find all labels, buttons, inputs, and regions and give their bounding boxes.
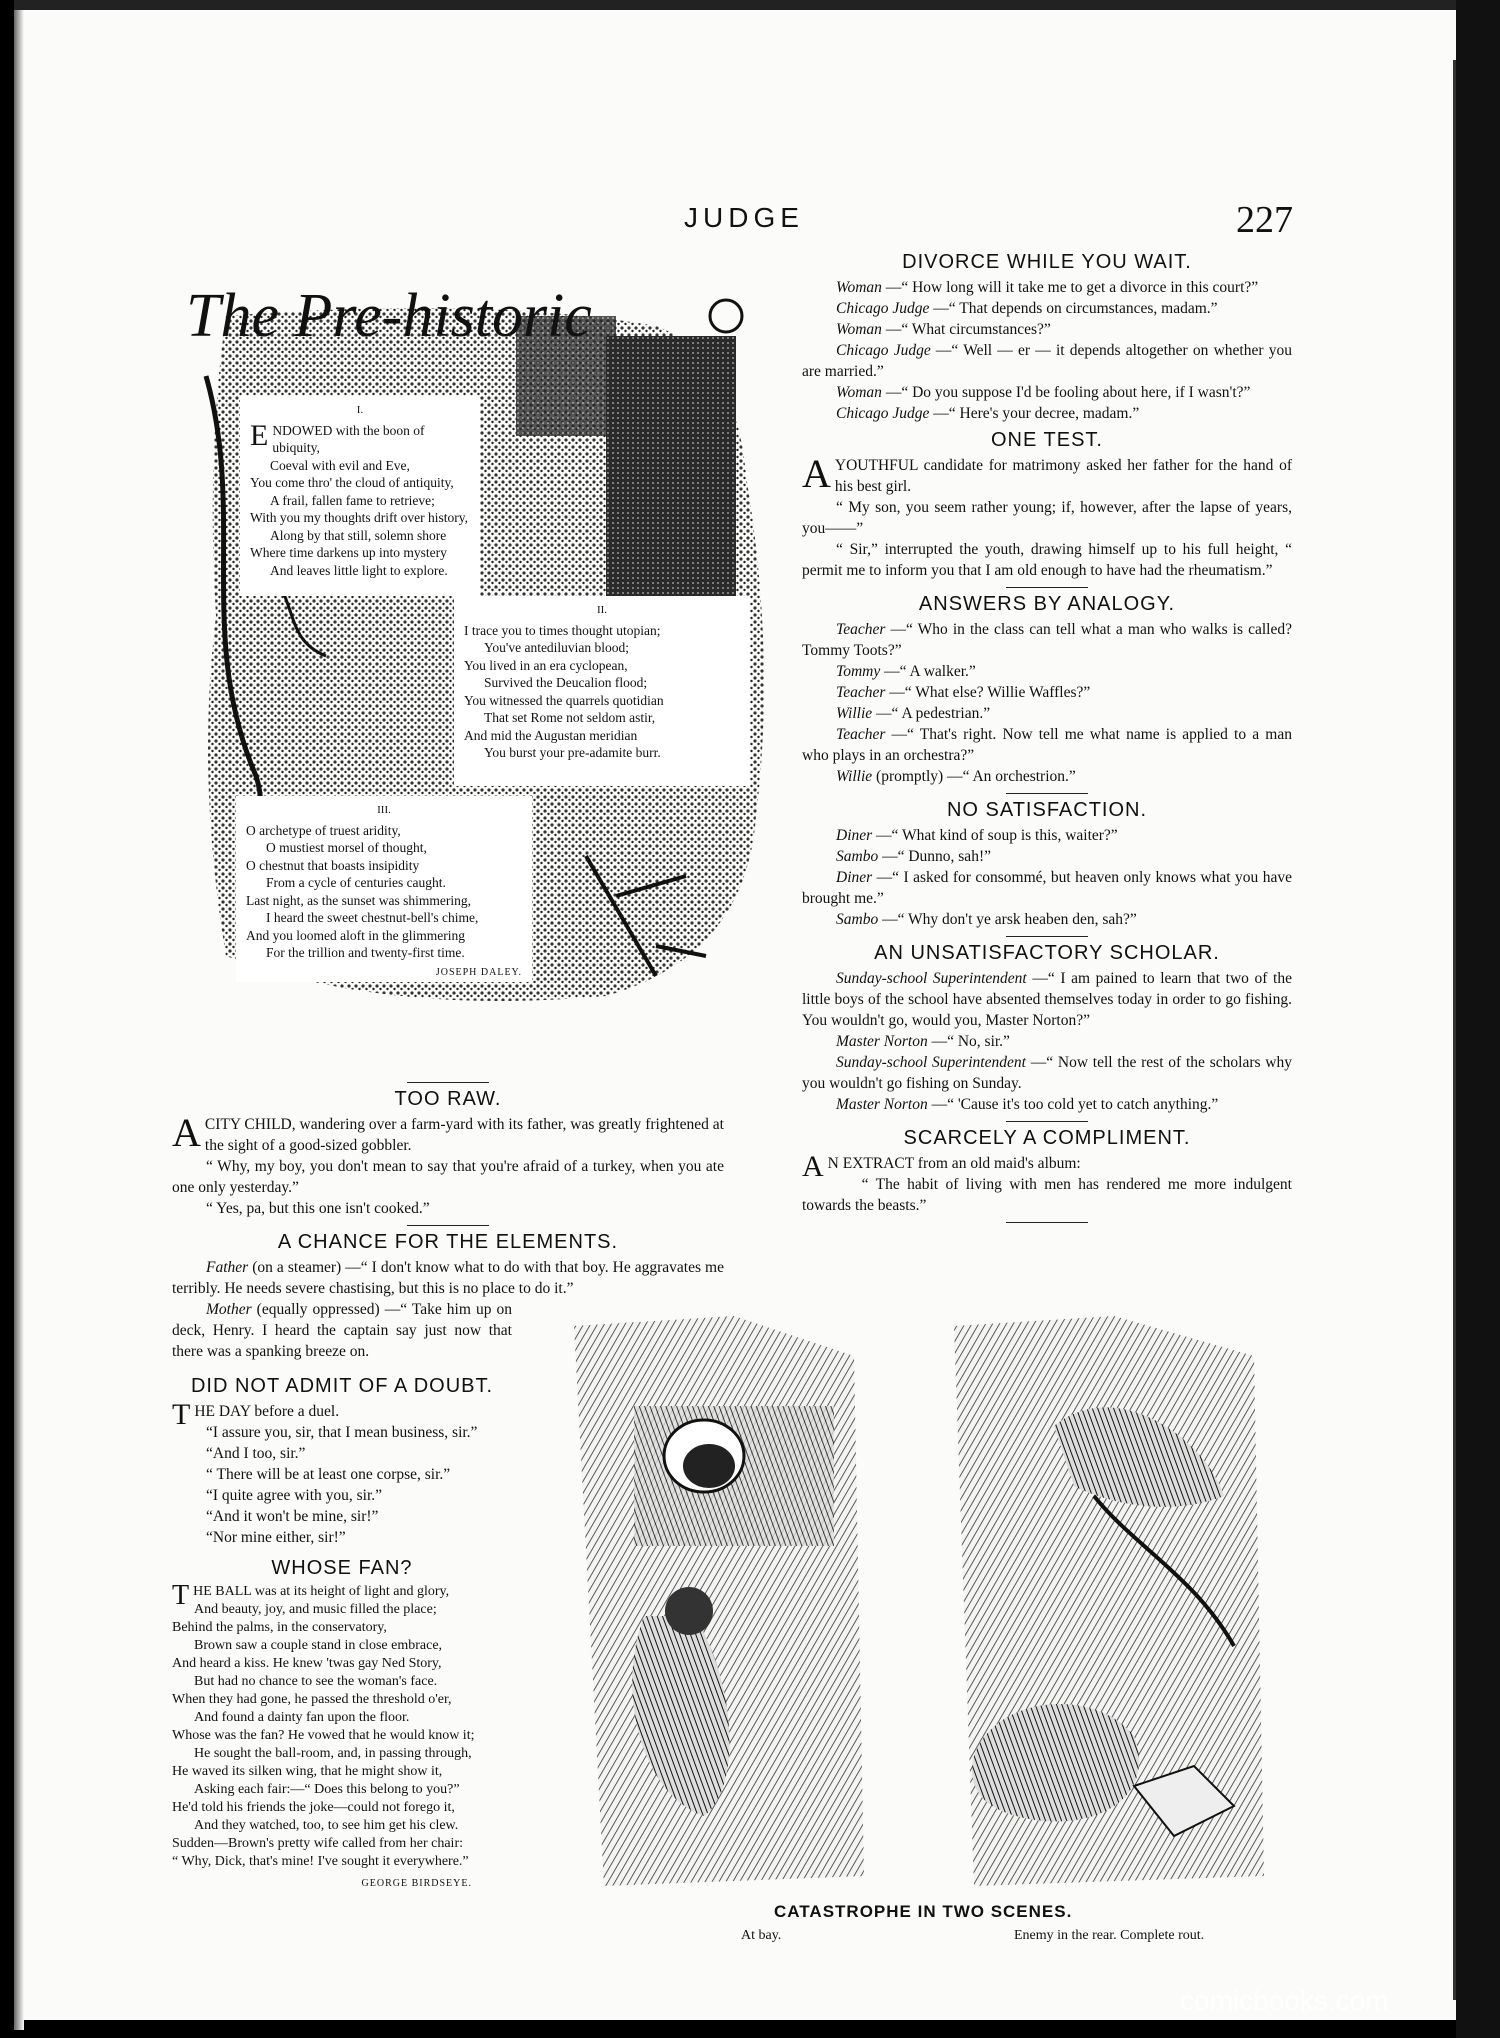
text: And beauty, joy, and music filled the place; bbox=[194, 1602, 437, 1617]
text: —“ Here's your decree, madam.” bbox=[929, 405, 1140, 422]
page-right-border bbox=[1453, 60, 1456, 2000]
verse-line: Survived the Deucalion flood; bbox=[484, 675, 648, 690]
heading-one-test: ONE TEST. bbox=[991, 429, 1103, 451]
speaker: Father bbox=[206, 1259, 249, 1276]
dialogue-line bbox=[802, 825, 1292, 846]
verse-line: Last night, as the sunset was shimmering, bbox=[246, 892, 471, 908]
speaker: Chicago Judge bbox=[836, 342, 931, 359]
paragraph bbox=[802, 1150, 1292, 1183]
speaker: Sunday-school Superintendent bbox=[836, 1054, 1026, 1071]
magazine-page bbox=[14, 6, 1496, 2020]
poem-stanza-2 bbox=[454, 596, 750, 786]
stanza-number: II. bbox=[596, 604, 608, 616]
paragraph: “ Sir,” interrupted the youth, drawing himself up to his full height, “ permit me to inform you that I am old enough to have had the rheumatism.” bbox=[802, 541, 1292, 579]
verse-line bbox=[172, 1745, 512, 1763]
verse-line: Coeval with evil and Eve, bbox=[270, 457, 410, 473]
dialogue-line: “Nor mine either, sir!” bbox=[206, 1529, 346, 1546]
text: —“ Do you suppose I'd be fooling about here, if I wasn't?” bbox=[881, 384, 1251, 401]
text: —“ A pedestrian.” bbox=[872, 705, 991, 722]
verse-line: O mustiest morsel of thought, bbox=[266, 840, 427, 855]
verse-line bbox=[172, 1601, 512, 1619]
analogy-dialogue bbox=[802, 619, 1292, 787]
text: And heard a kiss. He knew 'twas gay Ned Story, bbox=[172, 1656, 442, 1671]
dialogue-line bbox=[802, 682, 1292, 703]
paragraph bbox=[172, 1398, 512, 1431]
text: CITY CHILD, wandering over a farm-yard with its father, was greatly frightened at the sight of a good-sized gobbler. bbox=[204, 1116, 724, 1154]
speaker: Woman bbox=[836, 384, 882, 401]
dialogue-line bbox=[802, 1031, 1292, 1052]
paragraph bbox=[172, 1257, 724, 1299]
divider bbox=[407, 1082, 489, 1083]
text: —“ A walker.” bbox=[880, 663, 976, 680]
text: YOUTHFUL candidate for matrimony asked her father for the hand of his best girl. bbox=[834, 457, 1292, 495]
dialogue-line bbox=[802, 766, 1292, 787]
speaker: Woman bbox=[836, 279, 882, 296]
heading-chance: A CHANCE FOR THE ELEMENTS. bbox=[277, 1231, 619, 1253]
verse-line: O archetype of truest aridity, bbox=[246, 822, 401, 838]
masthead: JUDGE bbox=[684, 202, 804, 233]
speaker: Chicago Judge bbox=[836, 405, 930, 422]
speaker: Woman bbox=[836, 321, 882, 338]
speaker: Master Norton bbox=[836, 1033, 928, 1050]
text: —“ Dunno, sah!” bbox=[878, 848, 991, 865]
dialogue-line bbox=[802, 382, 1292, 403]
text: —“ Who in the class can tell what a man who walks is called? Tommy Toots?” bbox=[802, 621, 1292, 659]
page-top-edge bbox=[14, 0, 1500, 10]
text: He waved its silken wing, that he might show it, bbox=[172, 1764, 443, 1779]
dialogue-line bbox=[802, 298, 1292, 319]
verse-line bbox=[172, 1655, 512, 1673]
text: (equally oppressed) —“ Take him up on deck, Henry. I heard the captain say just now that there was a spanking breeze on. bbox=[172, 1301, 512, 1360]
text: He'd told his friends the joke—could not forego it, bbox=[172, 1800, 455, 1815]
paragraph: “ My son, you seem rather young; if, however, after the lapse of years, you——” bbox=[802, 499, 1292, 537]
paragraph bbox=[802, 451, 1292, 497]
speaker: Teacher bbox=[836, 726, 886, 743]
dialogue-line: “I assure you, sir, that I mean business, sir.” bbox=[206, 1424, 478, 1441]
dialogue-line bbox=[802, 661, 1292, 682]
verse-line: And leaves little light to explore. bbox=[270, 562, 448, 578]
speaker: Willie bbox=[836, 768, 873, 785]
speaker: Mother bbox=[206, 1301, 252, 1318]
heading-compliment: SCARCELY A COMPLIMENT. bbox=[903, 1127, 1191, 1149]
dialogue-line bbox=[802, 319, 1292, 340]
verse-line: A frail, fallen fame to retrieve; bbox=[270, 492, 435, 508]
poem-illustration bbox=[186, 256, 776, 1026]
dialogue-line bbox=[802, 619, 1292, 661]
verse-line: And mid the Augustan meridian bbox=[464, 727, 638, 743]
verse-line: Along by that still, solemn shore bbox=[270, 527, 447, 543]
scene-at-bay bbox=[574, 1316, 864, 1886]
verse-line bbox=[172, 1817, 512, 1835]
paragraph: “ The habit of living with men has rendered me more indulgent towards the beasts.” bbox=[802, 1176, 1292, 1214]
verse-line bbox=[172, 1709, 512, 1727]
verse-line: I heard the sweet chestnut-bell's chime, bbox=[266, 910, 479, 925]
heading-too-raw: TOO RAW. bbox=[394, 1088, 502, 1110]
speaker: Sambo bbox=[836, 911, 879, 928]
text: —“ I asked for consommé, but heaven only knows what you have brought me.” bbox=[802, 869, 1292, 907]
speaker: Sambo bbox=[836, 848, 879, 865]
dialogue-line bbox=[802, 867, 1292, 909]
speaker: Teacher bbox=[836, 621, 886, 638]
satisfaction-dialogue bbox=[802, 825, 1292, 930]
text: (promptly) —“ An orchestrion.” bbox=[872, 768, 1076, 785]
speaker: Diner bbox=[836, 827, 873, 844]
verse-line: And you loomed aloft in the glimmering bbox=[246, 927, 465, 943]
text: HE DAY before a duel. bbox=[194, 1403, 340, 1420]
speaker: Sunday-school Superintendent bbox=[836, 970, 1027, 987]
verse-line: From a cycle of centuries caught. bbox=[266, 875, 446, 890]
verse-line: O chestnut that boasts insipidity bbox=[246, 857, 420, 873]
poem-signature: JOSEPH DALEY. bbox=[435, 966, 522, 978]
poem-stanza-1 bbox=[240, 396, 480, 596]
page-right-edge bbox=[1456, 0, 1500, 2038]
dropcap: A bbox=[802, 1150, 824, 1183]
text: (on a steamer) —“ I don't know what to do with that boy. He aggravates me terribly. He needs severe chastising, but this is no place to do it.” bbox=[172, 1259, 724, 1297]
dialogue-line bbox=[802, 909, 1292, 930]
verse-line bbox=[172, 1799, 512, 1817]
page-number: 227 bbox=[1236, 199, 1293, 241]
text: Sudden—Brown's pretty wife called from her chair: bbox=[172, 1836, 463, 1851]
text: Asking each fair:—“ Does this belong to you?” bbox=[194, 1782, 460, 1797]
fan-signature: GEORGE BIRDSEYE. bbox=[361, 1878, 472, 1889]
verse-line: You've antediluvian blood; bbox=[484, 640, 630, 655]
dialogue-line: “I quite agree with you, sir.” bbox=[206, 1487, 383, 1504]
dropcap: A bbox=[802, 451, 831, 496]
speaker: Master Norton bbox=[836, 1096, 928, 1113]
scholar-dialogue bbox=[802, 968, 1292, 1115]
text: And found a dainty fan upon the floor. bbox=[194, 1710, 410, 1725]
verse-line: I trace you to times thought utopian; bbox=[464, 622, 661, 638]
dialogue-line bbox=[802, 703, 1292, 724]
right-column bbox=[802, 246, 1292, 1229]
speaker: Diner bbox=[836, 869, 873, 886]
fan-poem bbox=[172, 1580, 512, 1871]
dialogue-line bbox=[802, 1052, 1292, 1094]
speaker: Tommy bbox=[836, 663, 881, 680]
scene-complete-rout bbox=[954, 1316, 1264, 1886]
ornament-title: The Pre-historic bbox=[186, 282, 592, 350]
divider bbox=[1006, 1222, 1088, 1223]
verse-line: Where time darkens up into mystery bbox=[250, 545, 447, 560]
verse-line bbox=[172, 1619, 512, 1637]
text: —“ Now tell the rest of the scholars why you wouldn't go fishing on Sunday. bbox=[802, 1054, 1292, 1092]
text: HE BALL was at its height of light and glory, bbox=[193, 1584, 450, 1599]
text: —“ Why don't ye arsk heaben den, sah?” bbox=[878, 911, 1137, 928]
cartoon-left-subcaption: At bay. bbox=[741, 1928, 782, 1943]
text: —“ I am pained to learn that two of the little boys of the school have absented themselves today in order to go fishing. You wouldn't go, would you, Master Norton?” bbox=[802, 970, 1292, 1029]
text: Brown saw a couple stand in close embrace, bbox=[194, 1638, 443, 1653]
verse-line bbox=[172, 1673, 512, 1691]
speaker: Teacher bbox=[836, 684, 886, 701]
dialogue-line bbox=[802, 340, 1292, 382]
heading-satisfaction: NO SATISFACTION. bbox=[946, 799, 1148, 821]
text: When they had gone, he passed the threshold o'er, bbox=[172, 1692, 452, 1707]
heading-fan: WHOSE FAN? bbox=[271, 1557, 413, 1579]
dialogue-line: “And it won't be mine, sir!” bbox=[206, 1508, 379, 1525]
dialogue-line bbox=[802, 277, 1292, 298]
verse-line: For the trillion and twenty-first time. bbox=[266, 945, 465, 960]
heading-doubt: DID NOT ADMIT OF A DOUBT. bbox=[190, 1375, 494, 1397]
divider bbox=[1006, 793, 1088, 794]
text: —“ That's right. Now tell me what name is applied to a man who plays in an orchestra?” bbox=[802, 726, 1292, 764]
text: —“ 'Cause it's too cold yet to catch anything.” bbox=[927, 1096, 1219, 1113]
verse-line: You witnessed the quarrels quotidian bbox=[464, 692, 664, 708]
paragraph: “ Yes, pa, but this one isn't cooked.” bbox=[206, 1200, 430, 1217]
text: He sought the ball-room, and, in passing through, bbox=[194, 1746, 472, 1761]
verse-line: NDOWED with the boon of ubiquity, bbox=[272, 422, 425, 455]
heading-scholar: AN UNSATISFACTORY SCHOLAR. bbox=[874, 942, 1220, 964]
text: “ Why, Dick, that's mine! I've sought it everywhere.” bbox=[172, 1854, 469, 1869]
text: And they watched, too, to see him get his clew. bbox=[194, 1818, 459, 1833]
text: —“ No, sir.” bbox=[927, 1033, 1010, 1050]
dropcap: T bbox=[172, 1580, 190, 1611]
cartoon-illustration bbox=[574, 1316, 1274, 1896]
stanza-number: III. bbox=[377, 804, 391, 816]
verse-line bbox=[172, 1763, 512, 1781]
heading-analogy: ANSWERS BY ANALOGY. bbox=[918, 593, 1176, 615]
dialogue-line bbox=[802, 403, 1292, 424]
divider bbox=[1006, 587, 1088, 588]
text: N EXTRACT from an old maid's album: bbox=[827, 1155, 1081, 1172]
paragraph: “ Why, my boy, you don't mean to say that you're afraid of a turkey, when you ate one only yesterday.” bbox=[172, 1158, 724, 1196]
divider bbox=[407, 1225, 489, 1226]
speaker: Chicago Judge bbox=[836, 300, 930, 317]
divorce-dialogue bbox=[802, 277, 1292, 424]
dropcap: T bbox=[172, 1398, 191, 1431]
stanza-number: I. bbox=[356, 404, 364, 416]
verse-line bbox=[172, 1853, 512, 1871]
cartoon-caption: CATASTROPHE IN TWO SCENES. bbox=[774, 1902, 1073, 1921]
verse-line bbox=[172, 1781, 512, 1799]
dialogue bbox=[172, 1422, 512, 1548]
dialogue-line bbox=[802, 846, 1292, 867]
dropcap: A bbox=[172, 1110, 201, 1155]
speaker: Willie bbox=[836, 705, 873, 722]
verse-line: You burst your pre-adamite burr. bbox=[484, 745, 661, 760]
dialogue-line bbox=[802, 724, 1292, 766]
text: —“ Well — er — it depends altogether on whether you are married.” bbox=[802, 342, 1292, 380]
watermark: comicbooks.com bbox=[1180, 1985, 1389, 2016]
dialogue-line bbox=[802, 1094, 1292, 1115]
verse-line bbox=[172, 1637, 512, 1655]
text: Behind the palms, in the conservatory, bbox=[172, 1620, 387, 1635]
verse-line bbox=[172, 1727, 512, 1745]
divider bbox=[1006, 936, 1088, 937]
text: —“ What else? Willie Waffles?” bbox=[885, 684, 1091, 701]
verse-line bbox=[172, 1691, 512, 1709]
dropcap: E bbox=[250, 418, 269, 452]
dialogue-line: “And I too, sir.” bbox=[206, 1445, 306, 1462]
text: Whose was the fan? He vowed that he would know it; bbox=[172, 1728, 475, 1743]
verse-line: You lived in an era cyclopean, bbox=[464, 657, 628, 673]
page-gutter bbox=[0, 0, 14, 2038]
cartoon-right-subcaption: Enemy in the rear. Complete rout. bbox=[1014, 1928, 1205, 1943]
spine-shadow bbox=[14, 0, 24, 2030]
verse-line: With you my thoughts drift over history, bbox=[250, 510, 468, 525]
heading-divorce: DIVORCE WHILE YOU WAIT. bbox=[902, 251, 1192, 273]
dialogue-line bbox=[802, 968, 1292, 1031]
text: —“ That depends on circumstances, madam.” bbox=[929, 300, 1218, 317]
text: —“ How long will it take me to get a divorce in this court?” bbox=[881, 279, 1259, 296]
text: —“ What circumstances?” bbox=[881, 321, 1051, 338]
dialogue-line: “ There will be at least one corpse, sir.” bbox=[206, 1466, 451, 1483]
poem-stanza-3 bbox=[236, 796, 532, 982]
divider bbox=[1006, 1121, 1088, 1122]
verse-line bbox=[172, 1835, 512, 1853]
text: —“ What kind of soup is this, waiter?” bbox=[872, 827, 1118, 844]
verse-line: That set Rome not seldom astir, bbox=[484, 710, 656, 725]
text: But had no chance to see the woman's face. bbox=[194, 1674, 438, 1689]
paragraph bbox=[172, 1110, 724, 1156]
verse-line: You come thro' the cloud of antiquity, bbox=[250, 475, 454, 490]
paragraph bbox=[172, 1299, 512, 1362]
